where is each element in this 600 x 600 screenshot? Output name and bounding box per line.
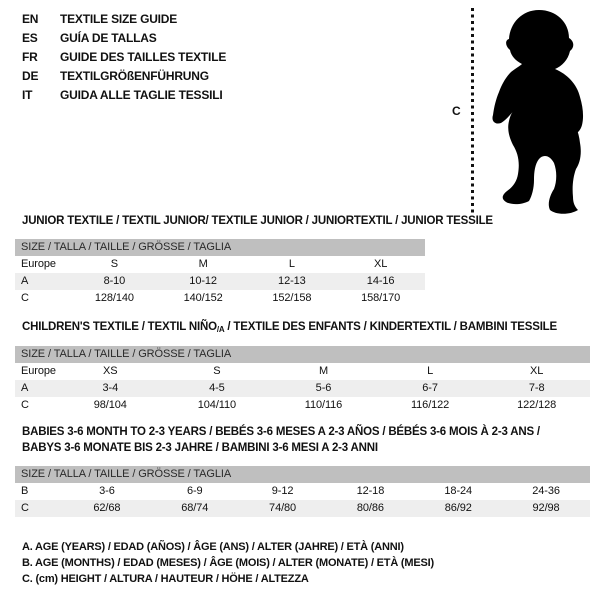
lang-row-it — [22, 86, 226, 105]
table-row — [15, 397, 590, 414]
row-label: C — [21, 399, 29, 411]
babies-title-line-1: BABIES 3-6 MONTH TO 2-3 YEARS / BEBÉS 3-6 MESES A 2-3 AÑOS / BÉBÉS 3-6 MOIS À 2-3 ANS / — [22, 426, 540, 438]
table-cell: 140/152 — [183, 292, 223, 304]
table-cell: 8-10 — [103, 275, 126, 287]
size-header-bar: SIZE / TALLA / TAILLE / GRÖSSE / TAGLIA — [15, 346, 590, 363]
children-size-table — [15, 346, 590, 414]
footnote-a: A. AGE (YEARS) / EDAD (AÑOS) / ÂGE (ANS) / ALTER (JAHRE) / ETÀ (ANNI) — [22, 541, 404, 553]
table-cell: 68/74 — [181, 502, 209, 514]
babies-title-line-2: BABYS 3-6 MONATE BIS 2-3 JAHRE / BAMBINI 3-6 MESI A 2-3 ANNI — [22, 442, 378, 454]
lang-title: TEXTILGRÖßENFÜHRUNG — [60, 69, 209, 83]
table-cell: 6-9 — [186, 485, 203, 497]
lang-title: GUÍA DE TALLAS — [60, 31, 157, 45]
table-cell: M — [318, 365, 329, 377]
table-cell: 110/116 — [304, 399, 343, 411]
table-cell: 14-16 — [366, 275, 395, 287]
table-cell: 18-24 — [444, 485, 473, 497]
lang-row-de — [22, 67, 226, 86]
babies-size-table — [15, 466, 590, 517]
row-label: B — [21, 485, 29, 497]
table-cell: 62/68 — [93, 502, 121, 514]
row-label: C — [21, 292, 29, 304]
title-part: / TEXTILE DES ENFANTS / KINDERTEXTIL / BAMBINI TESSILE — [224, 321, 557, 333]
table-row — [15, 256, 425, 273]
table-cell: L — [288, 258, 295, 270]
lang-row-fr — [22, 48, 226, 67]
table-cell: 6-7 — [422, 382, 438, 394]
size-header-bar: SIZE / TALLA / TAILLE / GRÖSSE / TAGLIA — [15, 239, 425, 256]
table-row — [15, 273, 425, 290]
lang-row-es — [22, 29, 226, 48]
height-dashed-line — [471, 8, 474, 214]
row-label: C — [21, 502, 29, 514]
junior-size-table — [15, 239, 425, 307]
table-cell: 7-8 — [528, 382, 545, 394]
lang-code: IT — [22, 88, 33, 102]
children-table-title — [22, 319, 557, 338]
size-header-bar: SIZE / TALLA / TAILLE / GRÖSSE / TAGLIA — [15, 466, 590, 483]
table-cell: 152/158 — [272, 292, 312, 304]
table-row — [15, 290, 425, 307]
table-row — [15, 500, 590, 517]
table-cell: 80/86 — [356, 502, 384, 514]
title-part: CHILDREN'S TEXTILE / TEXTIL NIÑO — [22, 321, 217, 333]
lang-code: DE — [22, 69, 39, 83]
toddler-silhouette-image — [484, 4, 599, 214]
language-header — [22, 10, 226, 105]
table-cell: S — [213, 365, 221, 377]
table-cell: 9-12 — [271, 485, 294, 497]
junior-table-title: JUNIOR TEXTILE / TEXTIL JUNIOR/ TEXTILE JUNIOR / JUNIORTEXTIL / JUNIOR TESSILE — [22, 215, 493, 227]
height-marker-label: C — [452, 104, 461, 118]
table-cell: M — [198, 258, 208, 270]
lang-code: FR — [22, 50, 38, 64]
table-cell: 104/110 — [197, 399, 237, 411]
table-cell: 3-6 — [99, 485, 115, 497]
table-cell: L — [427, 365, 434, 377]
table-cell: 10-12 — [189, 275, 217, 287]
table-cell: 12-18 — [356, 485, 385, 497]
row-label: Europe — [21, 258, 56, 270]
row-label: Europe — [21, 365, 56, 377]
table-row — [15, 363, 590, 380]
table-cell: 5-6 — [315, 382, 332, 394]
table-cell: XL — [373, 258, 388, 270]
table-cell: 128/140 — [94, 292, 134, 304]
table-cell: 4-5 — [209, 382, 225, 394]
footnote-c: C. (cm) HEIGHT / ALTURA / HAUTEUR / HÖHE / ALTEZZA — [22, 573, 309, 585]
lang-code: ES — [22, 31, 38, 45]
table-cell: 116/122 — [410, 399, 450, 411]
lang-code: EN — [22, 12, 39, 26]
lang-title: GUIDE DES TAILLES TEXTILE — [60, 50, 227, 64]
table-row — [15, 380, 590, 397]
table-cell: S — [110, 258, 118, 270]
table-cell: 122/128 — [517, 399, 557, 411]
table-cell: 74/80 — [269, 502, 297, 514]
table-cell: 158/170 — [361, 292, 401, 304]
lang-title: TEXTILE SIZE GUIDE — [60, 12, 178, 26]
table-row — [15, 483, 590, 500]
table-cell: 92/98 — [532, 502, 560, 514]
babies-table-title — [22, 424, 540, 456]
table-cell: XL — [530, 365, 544, 377]
table-cell: 24-36 — [532, 485, 560, 497]
table-cell: XS — [103, 365, 118, 377]
lang-title: GUIDA ALLE TAGLIE TESSILI — [60, 88, 223, 102]
lang-row-en — [22, 10, 226, 29]
table-cell: 86/92 — [444, 502, 472, 514]
footnotes — [22, 539, 434, 587]
table-cell: 98/104 — [93, 399, 127, 411]
row-label: A — [21, 382, 29, 394]
title-part-subscript: /A — [216, 325, 225, 334]
row-label: A — [21, 275, 29, 287]
table-cell: 12-13 — [278, 275, 306, 287]
footnote-b: B. AGE (MONTHS) / EDAD (MESES) / ÂGE (MOIS) / ALTER (MONATE) / ETÀ (MESI) — [22, 557, 434, 569]
table-cell: 3-4 — [102, 382, 119, 394]
